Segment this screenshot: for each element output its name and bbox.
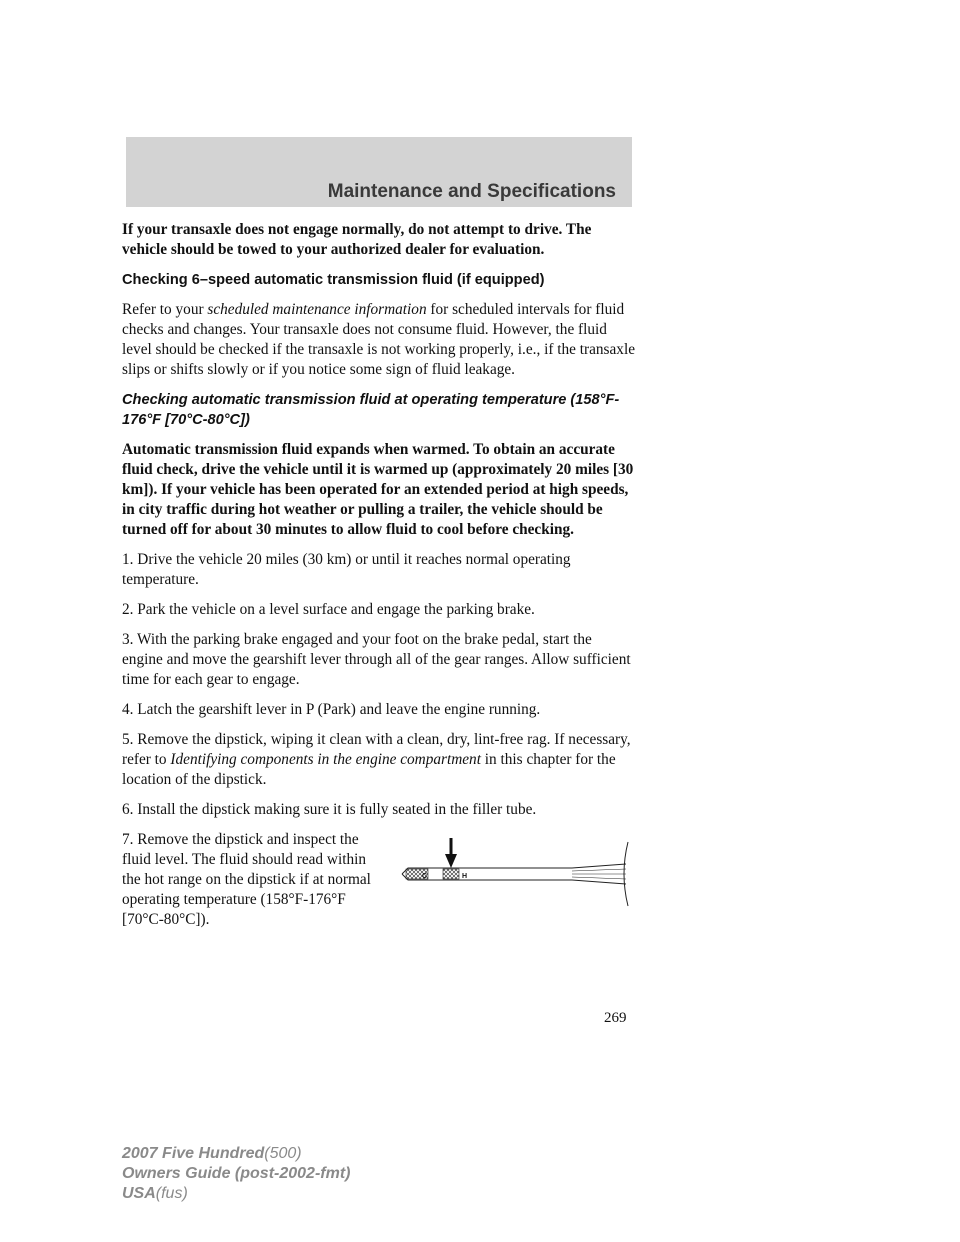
intro-text-pre: Refer to your xyxy=(122,301,208,318)
step-5-text-post: in this chapter for the location of the dipstick. xyxy=(122,751,616,788)
step-6: 6. Install the dipstick making sure it is fully seated in the filler tube. xyxy=(122,801,537,818)
dipstick-figure xyxy=(392,838,634,910)
step-5 xyxy=(122,730,636,790)
footer-model: 2007 Five Hundred xyxy=(122,1145,265,1162)
header-band xyxy=(126,137,632,207)
page-title: Maintenance and Specifications xyxy=(327,181,616,202)
step-1: 1. Drive the vehicle 20 miles (30 km) or until it reaches normal operating temperature. xyxy=(122,551,571,588)
step-7: 7. Remove the dipstick and inspect the fluid level. The fluid should read within the hot range on the dipstick if at normal operating temperature (158°F-176°F [70°C-80°C]). xyxy=(122,831,371,928)
warning-paragraph: If your transaxle does not engage normally, do not attempt to drive. The vehicle should be towed to your authorized dealer for evaluation. xyxy=(122,221,592,258)
step-2: 2. Park the vehicle on a level surface and engage the parking brake. xyxy=(122,601,535,618)
hot-crosshatch xyxy=(443,869,459,879)
page-number: 269 xyxy=(604,1010,627,1026)
footer-line-2: Owners Guide (post-2002-fmt) xyxy=(122,1165,351,1182)
main-content xyxy=(122,220,636,940)
arrow-down-icon xyxy=(445,854,457,868)
bold-note-paragraph: Automatic transmission fluid expands when warmed. To obtain an accurate fluid check, drive the vehicle until it is warmed up (approximately 20 miles [30 km]). If your vehicle has been operated for an extended period at high speeds, in city traffic during hot weather or pulling a trailer, the vehicle should be turned off for about 30 minutes to allow fluid to cool before checking. xyxy=(122,441,634,538)
hot-label: H xyxy=(462,873,468,880)
section-heading: Checking 6–speed automatic transmission fluid (if equipped) xyxy=(122,272,545,288)
scheduled-maintenance-reference: scheduled maintenance information xyxy=(207,301,427,318)
arrow-shaft xyxy=(450,838,453,856)
intro-text-post: for scheduled intervals for fluid checks and changes. Your transaxle does not consume fluid. However, the fluid level should be checked if the transaxle is not working properly, i.e., if the transaxle slips or shifts slowly or if you notice some sign of fluid leakage. xyxy=(122,301,635,378)
intro-paragraph xyxy=(122,300,636,380)
footer xyxy=(122,1144,350,1204)
footer-market: USA xyxy=(122,1185,156,1202)
footer-model-code: (500) xyxy=(264,1145,302,1162)
engine-compartment-reference: Identifying components in the engine compartment xyxy=(170,751,481,768)
subsection-heading: Checking automatic transmission fluid at operating temperature (158°F-176°F [70°C-80°C]) xyxy=(122,392,620,428)
step-4: 4. Latch the gearshift lever in P (Park) and leave the engine running. xyxy=(122,701,541,718)
footer-line-3 xyxy=(122,1184,350,1204)
cold-label: C xyxy=(422,873,428,880)
step-5-text-pre: 5. Remove the dipstick, wiping it clean with a clean, dry, lint-free rag. If necessary, refer to xyxy=(122,731,631,768)
step-3: 3. With the parking brake engaged and your foot on the brake pedal, start the engine and move the gearshift lever through all of the gear ranges. Allow sufficient time for each gear to engage. xyxy=(122,631,631,688)
footer-line-1 xyxy=(122,1144,350,1164)
dipstick-edge-lines xyxy=(572,869,626,879)
footer-market-code: (fus) xyxy=(155,1185,188,1202)
